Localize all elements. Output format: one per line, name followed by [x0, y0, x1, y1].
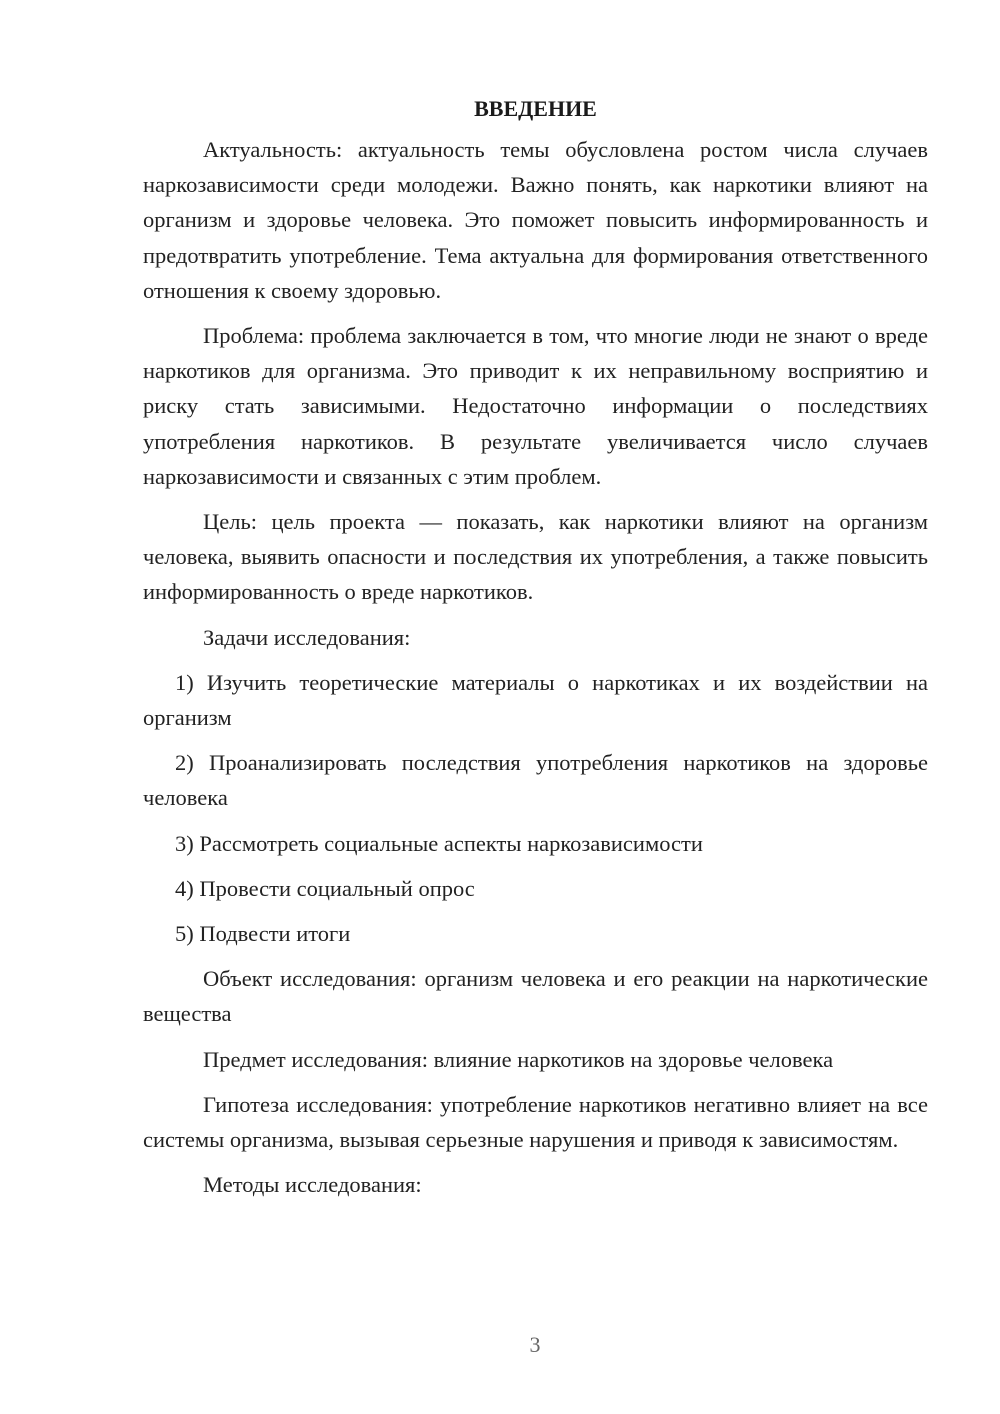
paragraph-object: Объект исследования: организм человека и его реакции на наркотические вещества: [143, 966, 928, 1027]
paragraph-tasks-heading: Задачи исследования:: [203, 624, 411, 650]
paragraph-goal: Цель: цель проекта — показать, как наркотики влияют на организм человека, выявить опасности и последствия их употребления, а также повысить информированность о вреде наркотиков.: [143, 509, 928, 605]
list-item: 3) Рассмотреть социальные аспекты наркозависимости: [175, 830, 703, 856]
list-item: 5) Подвести итоги: [175, 921, 351, 947]
list-item: 4) Провести социальный опрос: [175, 875, 475, 901]
page-number: 3: [529, 1332, 541, 1357]
list-item: 2) Проанализировать последствия употребления наркотиков на здоровье человека: [143, 750, 928, 811]
paragraph-relevance: Актуальность: актуальность темы обусловлена ростом числа случаев наркозависимости среди молодежи. Важно понять, как наркотики влияют на организм и здоровье человека. Это поможет повысить информированность и предотвратить употребление. Тема актуальна для формирования ответственного отношения к своему здоровью.: [143, 137, 928, 303]
paragraph-methods: Методы исследования:: [203, 1172, 422, 1198]
document-page: [143, 94, 928, 1212]
task-list: [143, 665, 928, 951]
paragraph-hypothesis: Гипотеза исследования: употребление наркотиков негативно влияет на все системы организма, вызывая серьезные нарушения и приводя к зависимостям.: [143, 1091, 928, 1153]
paragraph-problem: Проблема: проблема заключается в том, что многие люди не знают о вреде наркотиков для организма. Это приводит к их неправильному восприятию и риску стать зависимыми. Недостаточно информации о последствиях употребления наркотиков. В результате увеличивается число случаев наркозависимости и связанных с этим проблем.: [143, 323, 928, 489]
list-item: 1) Изучить теоретические материалы о наркотиках и их воздействии на организм: [143, 669, 928, 731]
paragraph-subject: Предмет исследования: влияние наркотиков на здоровье человека: [203, 1046, 834, 1072]
page-title: ВВЕДЕНИЕ: [474, 96, 597, 121]
